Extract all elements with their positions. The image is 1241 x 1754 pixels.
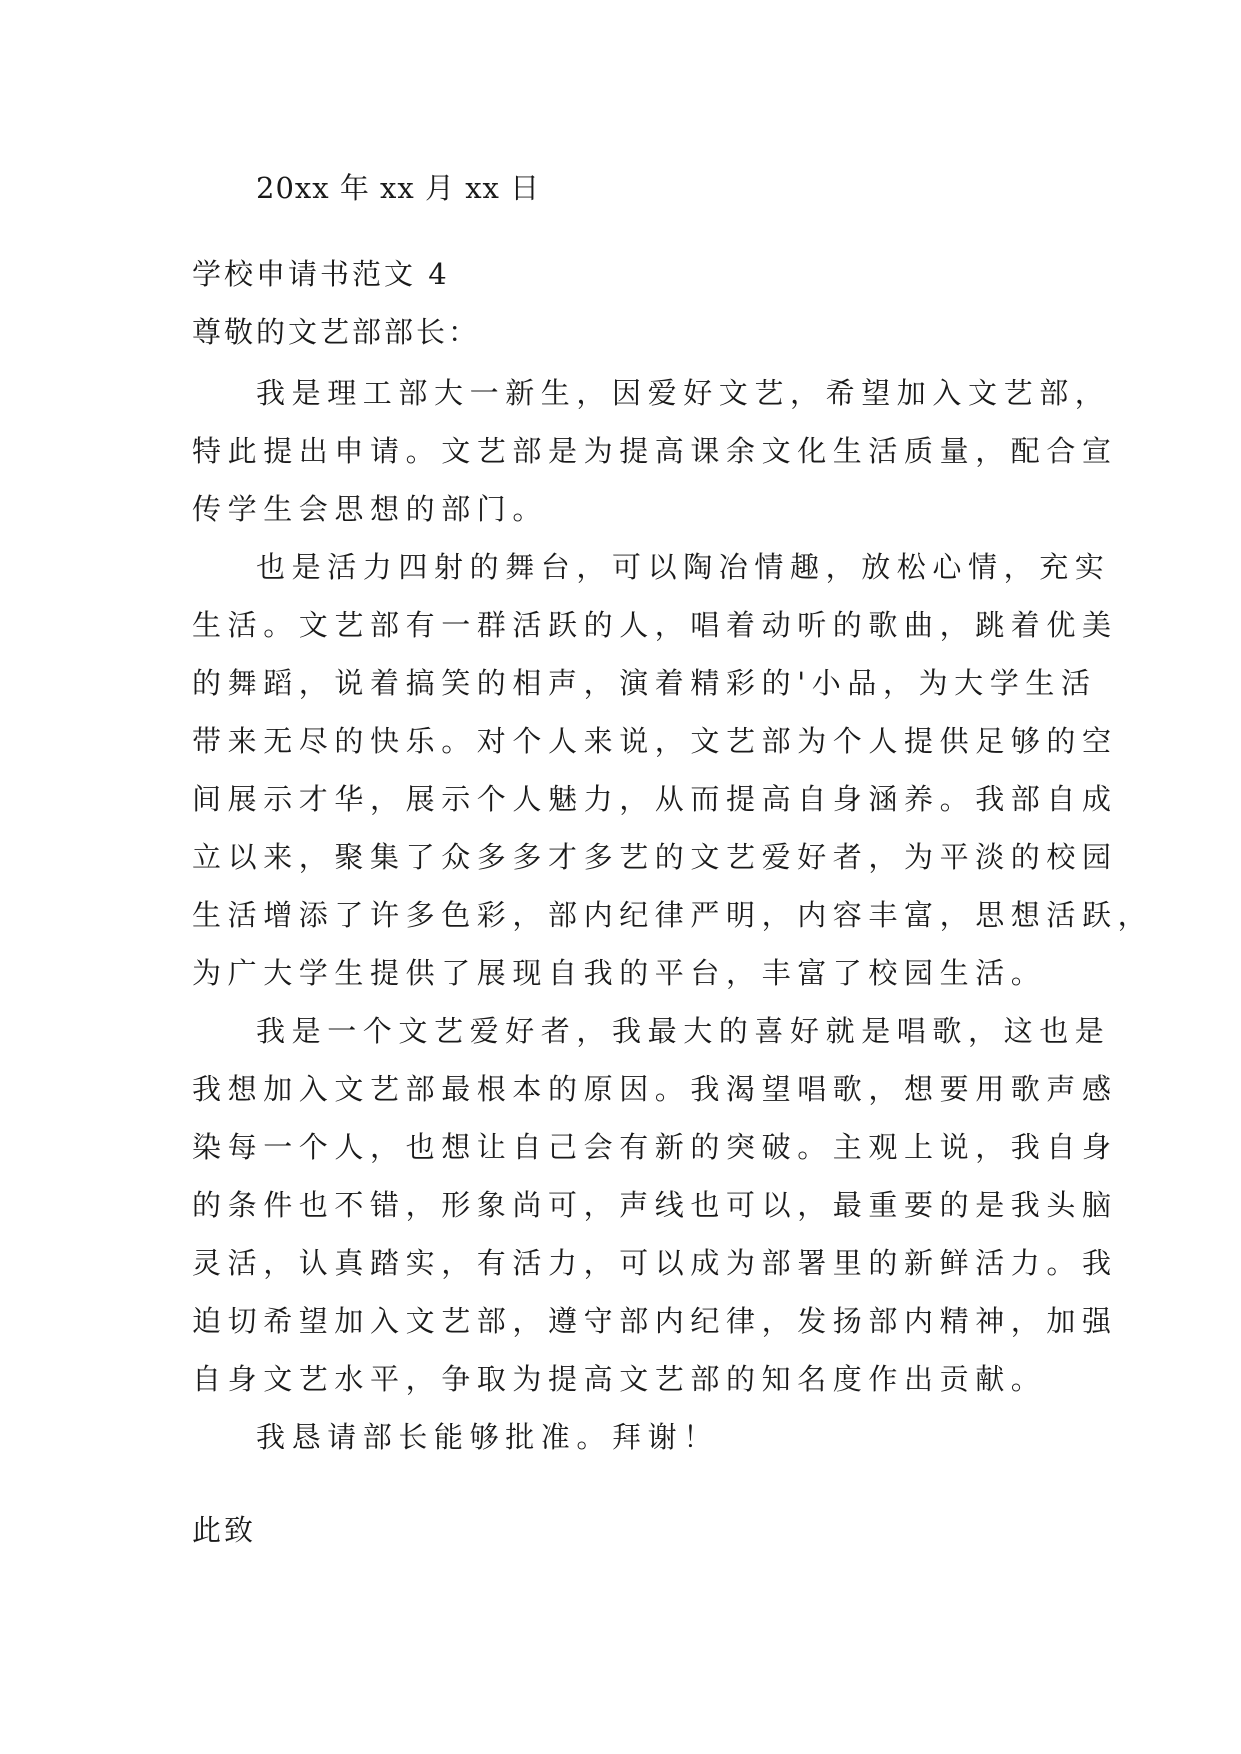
paragraph-line: 的舞蹈，说着搞笑的相声，演着精彩的'小品，为大学生活 <box>192 666 1097 700</box>
salutation: 尊敬的文艺部部长： <box>192 315 481 349</box>
paragraph-line: 为广大学生提供了展现自我的平台，丰富了校园生活。 <box>192 956 1047 990</box>
paragraph-line: 染每一个人，也想让自己会有新的突破。主观上说，我自身 <box>192 1130 1118 1164</box>
paragraph-1 <box>192 364 1118 538</box>
section-heading: 学校申请书范文 4 <box>192 257 450 291</box>
paragraph-line: 生活。文艺部有一群活跃的人，唱着动听的歌曲，跳着优美 <box>192 608 1118 642</box>
paragraph-4 <box>192 1408 1062 1466</box>
paragraph-line: 自身文艺水平，争取为提高文艺部的知名度作出贡献。 <box>192 1362 1047 1396</box>
paragraph-line: 传学生会思想的部门。 <box>192 492 549 526</box>
paragraph-line: 间展示才华，展示个人魅力，从而提高自身涵养。我部自成 <box>192 782 1118 816</box>
paragraph-line: 迫切希望加入文艺部，遵守部内纪律，发扬部内精神，加强 <box>192 1304 1118 1338</box>
paragraph-line: 我是一个文艺爱好者，我最大的喜好就是唱歌，这也是 <box>256 1014 1111 1048</box>
closing-line: 此致 <box>192 1513 257 1547</box>
paragraph-line: 特此提出申请。文艺部是为提高课余文化生活质量，配合宣 <box>192 434 1118 468</box>
paragraph-line: 我是理工部大一新生，因爱好文艺，希望加入文艺部， <box>256 376 1111 410</box>
paragraph-line: 我恳请部长能够批准。拜谢！ <box>256 1420 719 1454</box>
letter-date: 20xx 年 xx 月 xx 日 <box>256 171 541 205</box>
letter-body <box>192 364 1154 1466</box>
paragraph-line: 我想加入文艺部最根本的原因。我渴望唱歌，想要用歌声感 <box>192 1072 1118 1106</box>
paragraph-line: 灵活，认真踏实，有活力，可以成为部署里的新鲜活力。我 <box>192 1246 1118 1280</box>
paragraph-line: 也是活力四射的舞台，可以陶冶情趣，放松心情，充实 <box>256 550 1111 584</box>
paragraph-3 <box>192 1002 1118 1408</box>
paragraph-line: 带来无尽的快乐。对个人来说，文艺部为个人提供足够的空 <box>192 724 1118 758</box>
paragraph-line: 立以来，聚集了众多多才多艺的文艺爱好者，为平淡的校园 <box>192 840 1118 874</box>
paragraph-2 <box>192 538 1154 1002</box>
paragraph-line: 的条件也不错，形象尚可，声线也可以，最重要的是我头脑 <box>192 1188 1118 1222</box>
paragraph-line: 生活增添了许多色彩，部内纪律严明，内容丰富，思想活跃， <box>192 898 1154 932</box>
